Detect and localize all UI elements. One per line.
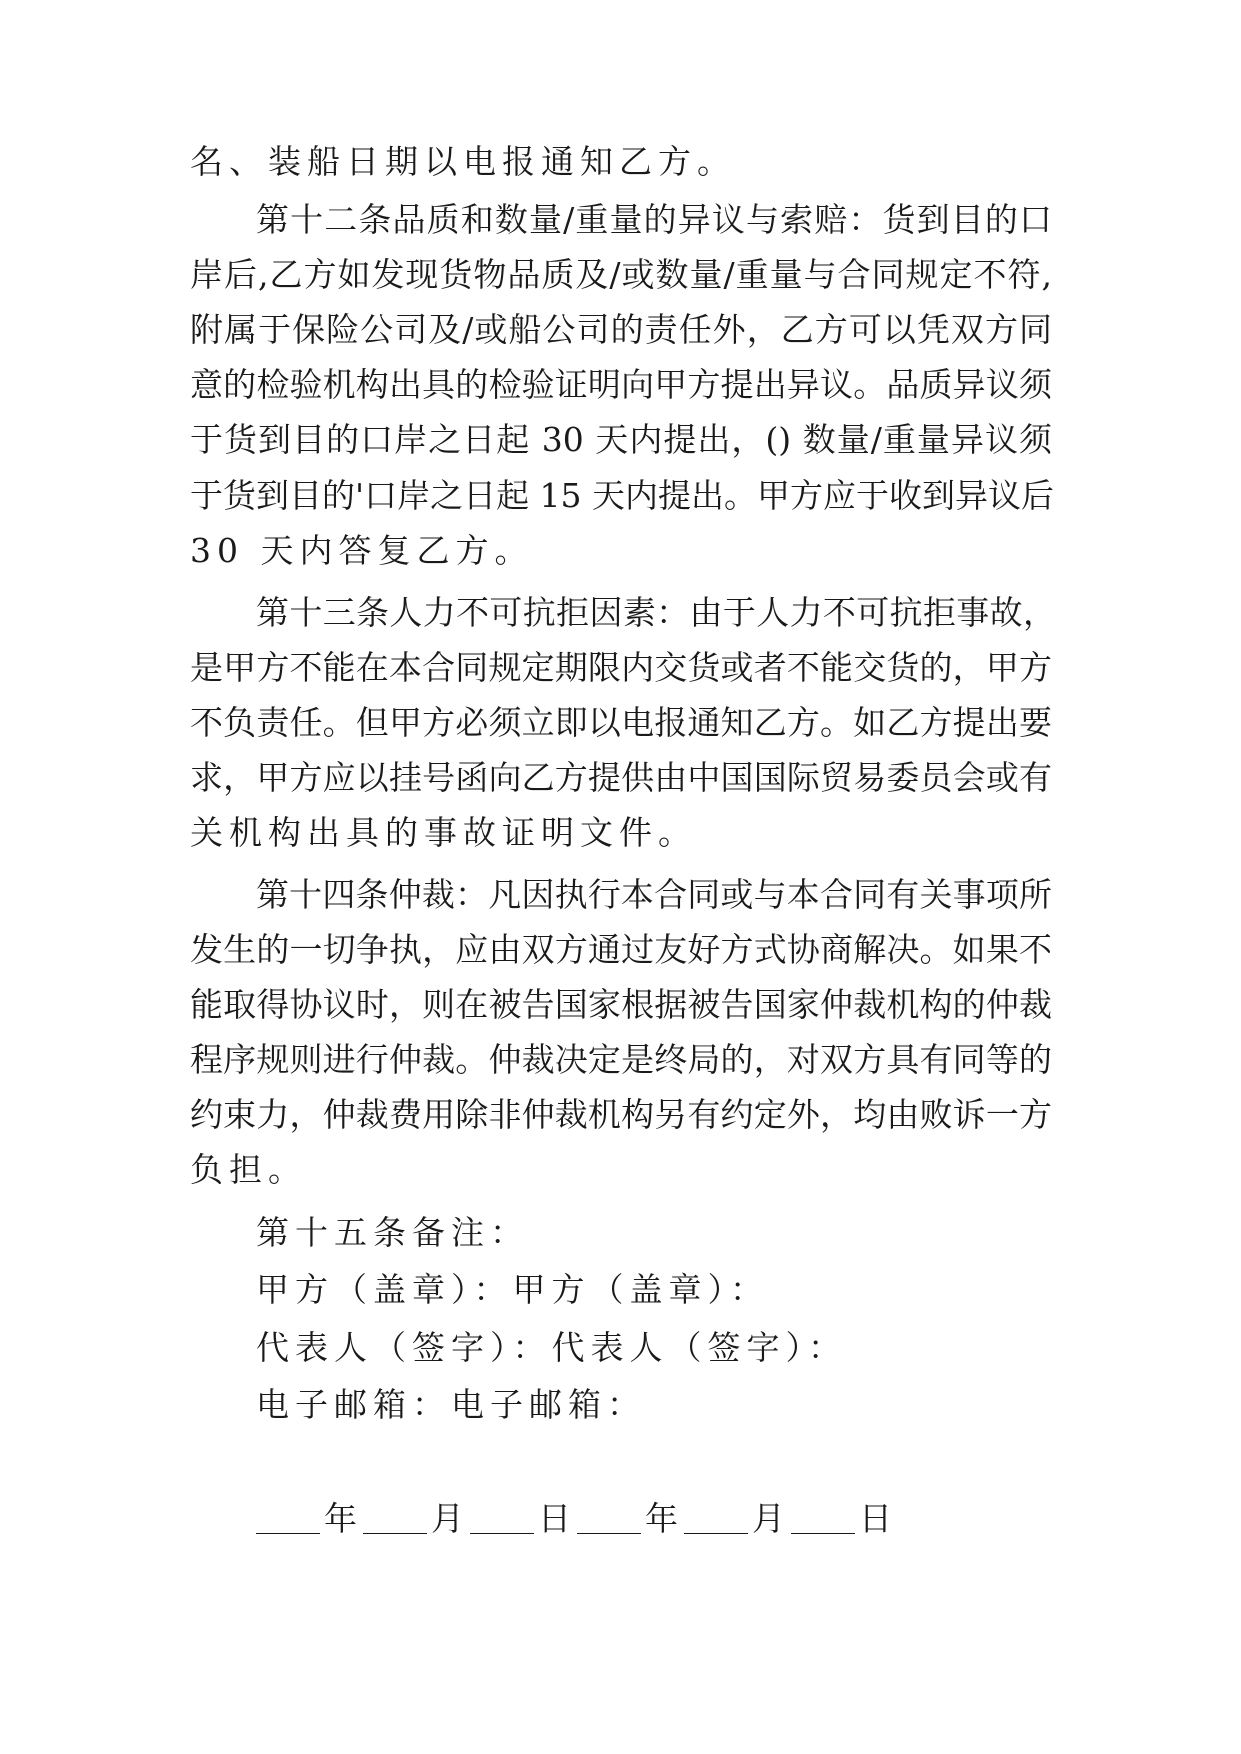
day-label: 日	[859, 1499, 894, 1538]
blank-underline	[256, 1531, 320, 1534]
paragraph-14-line-5: 约束力，仲裁费用除非仲裁机构另有约定外，均由败诉一方	[190, 1095, 1052, 1134]
blank-underline	[577, 1531, 641, 1534]
paragraph-12-line-3: 附属于保险公司及/或船公司的责任外，乙方可以凭双方同	[190, 310, 1052, 349]
paragraph-13-line-3: 不负责任。但甲方必须立即以电报通知乙方。如乙方提出要	[190, 703, 1052, 742]
paragraph-13-line-1: 第十三条人力不可抗拒因素：由于人力不可抗拒事故，	[256, 593, 1056, 632]
paragraph-12-line-1: 第十二条品质和数量/重量的异议与索赔：货到目的口	[256, 200, 1052, 239]
paragraph-12-line-7: 30 天内答复乙方。	[190, 531, 534, 570]
paragraph-14-line-3: 能取得协议时，则在被告国家根据被告国家仲裁机构的仲裁	[190, 985, 1052, 1024]
paragraph-14-line-4: 程序规则进行仲裁。仲裁决定是终局的，对双方具有同等的	[190, 1040, 1052, 1079]
month-label: 月	[752, 1499, 787, 1538]
paragraph-13-line-2: 是甲方不能在本合同规定期限内交货或者不能交货的，甲方	[190, 648, 1052, 687]
paragraph-13-line-4: 求，甲方应以挂号函向乙方提供由中国国际贸易委员会或有	[190, 758, 1052, 797]
year-label: 年	[645, 1499, 680, 1538]
representative-signature-line: 代表人（签字）：代表人（签字）：	[256, 1328, 847, 1367]
blank-underline	[791, 1531, 855, 1534]
email-line: 电子邮箱：电子邮箱：	[256, 1385, 646, 1424]
paragraph-12-line-4: 意的检验机构出具的检验证明向甲方提出异议。品质异议须	[190, 365, 1052, 404]
paragraph-14-line-2: 发生的一切争执，应由双方通过友好方式协商解决。如果不	[190, 930, 1052, 969]
blank-underline	[363, 1531, 427, 1534]
blank-underline	[470, 1531, 534, 1534]
paragraph-12-line-6: 于货到目的'口岸之日起 15 天内提出。甲方应于收到异议后	[190, 476, 1055, 515]
paragraph-14-line-6: 负担。	[190, 1150, 307, 1189]
year-label: 年	[324, 1499, 359, 1538]
party-seal-line: 甲方（盖章）：甲方（盖章）：	[256, 1270, 769, 1309]
paragraph-14-line-1: 第十四条仲裁：凡因执行本合同或与本合同有关事项所	[256, 875, 1052, 914]
remarks-heading: 第十五条备注：	[256, 1213, 529, 1252]
date-line	[256, 1489, 898, 1549]
paragraph-12-line-2: 岸后,乙方如发现货物品质及/或数量/重量与合同规定不符,	[190, 255, 1052, 294]
month-label: 月	[431, 1499, 466, 1538]
paragraph-12-line-5: 于货到目的口岸之日起 30 天内提出，() 数量/重量异议须	[190, 420, 1052, 459]
blank-underline	[684, 1531, 748, 1534]
day-label: 日	[538, 1499, 573, 1538]
paragraph-13-line-5: 关机构出具的事故证明文件。	[190, 813, 697, 852]
text-line: 名、装船日期以电报通知乙方。	[190, 142, 736, 181]
